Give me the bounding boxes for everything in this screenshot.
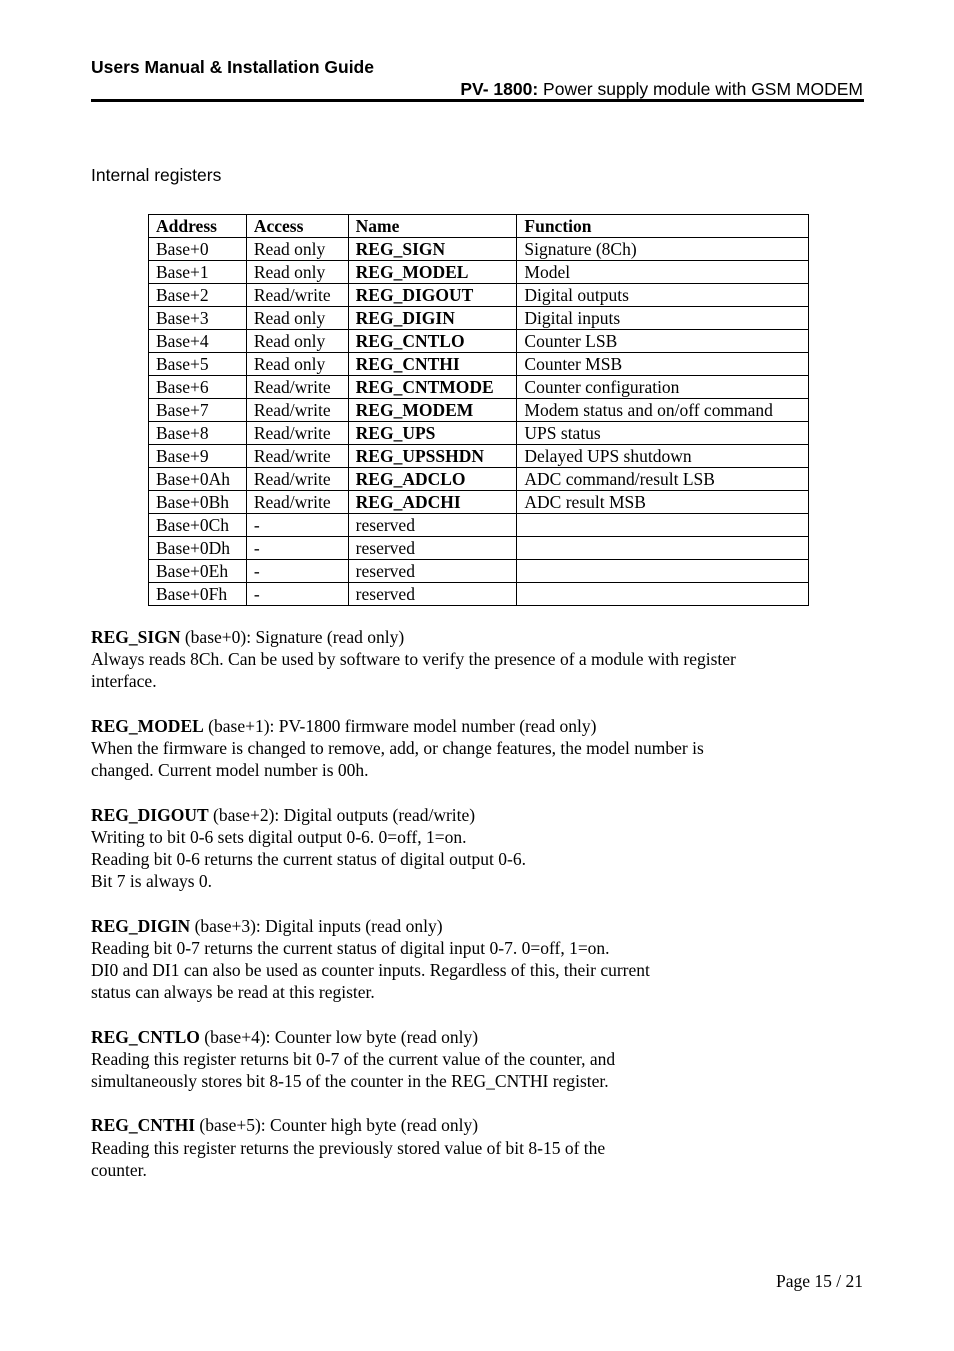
table-row [149,261,809,284]
register-heading [91,1114,871,1136]
table-row [149,445,809,468]
register-description-line: Writing to bit 0-6 sets digital output 0-6. 0=off, 1=on. [91,826,467,847]
cell-name: REG_ADCLO [348,468,517,491]
cell-address: Base+6 [149,376,247,399]
register-name: REG_CNTHI [91,1115,196,1136]
table-row [149,491,809,514]
register-heading-text: (base+1): PV-1800 firmware model number (read only) [203,715,597,736]
cell-function: Model [517,261,809,284]
table-row [149,583,809,606]
table-row [149,307,809,330]
cell-access: Read only [246,307,348,330]
register-description [91,715,871,782]
table-row [149,537,809,560]
table-header-row [149,215,809,238]
register-name: REG_MODEL [91,715,204,736]
cell-name: REG_ADCHI [348,491,517,514]
register-description-line: interface. [91,671,157,692]
cell-name: reserved [348,560,517,583]
cell-access: - [246,514,348,537]
register-description [91,915,871,1004]
registers-table-body [149,238,809,606]
table-row [149,284,809,307]
register-heading [91,1026,871,1048]
register-heading-text: (base+4): Counter low byte (read only) [199,1026,479,1047]
register-description-line: Reading this register returns bit 0-7 of the current value of the counter, and [91,1048,616,1069]
register-descriptions [91,626,871,1203]
cell-address: Base+0Ch [149,514,247,537]
cell-access: - [246,583,348,606]
register-description [91,626,871,693]
cell-name: REG_CNTLO [348,330,517,353]
cell-address: Base+7 [149,399,247,422]
register-description-line: counter. [91,1159,147,1180]
product-description: Power supply module with GSM MODEM [538,79,863,99]
register-name: REG_DIGOUT [91,804,209,825]
cell-address: Base+5 [149,353,247,376]
cell-function: UPS status [517,422,809,445]
register-heading [91,626,871,648]
cell-function [517,537,809,560]
table-row [149,376,809,399]
column-header-access: Access [246,215,348,238]
cell-function: Counter MSB [517,353,809,376]
cell-address: Base+0Bh [149,491,247,514]
cell-access: Read/write [246,399,348,422]
cell-name: REG_UPSSHDN [348,445,517,468]
register-heading-text: (base+2): Digital outputs (read/write) [208,804,476,825]
cell-access: Read/write [246,422,348,445]
column-header-address: Address [149,215,247,238]
column-header-name: Name [348,215,517,238]
register-description [91,804,871,893]
register-name: REG_CNTLO [91,1026,200,1047]
cell-function [517,560,809,583]
cell-name: REG_MODEM [348,399,517,422]
register-heading-text: (base+0): Signature (read only) [180,627,405,647]
cell-function [517,583,809,606]
table-row [149,422,809,445]
register-name: REG_DIGIN [91,915,191,936]
cell-address: Base+3 [149,307,247,330]
table-row [149,560,809,583]
cell-name: REG_SIGN [348,238,517,261]
cell-address: Base+0Eh [149,560,247,583]
registers-table [148,214,809,606]
register-description-line: When the firmware is changed to remove, add, or change features, the model number is [91,738,704,758]
cell-name: reserved [348,537,517,560]
cell-access: - [246,537,348,560]
cell-name: REG_UPS [348,422,517,445]
register-description-line: changed. Current model number is 00h. [91,760,369,781]
cell-access: Read only [246,330,348,353]
register-description-line: Bit 7 is always 0. [91,871,213,892]
register-name: REG_SIGN [91,627,181,647]
register-description-line: Reading bit 0-6 returns the current status of digital output 0-6. [91,849,526,869]
cell-function [517,514,809,537]
page-number: Page 15 / 21 [775,1271,863,1291]
table-row [149,468,809,491]
register-heading [91,715,871,737]
cell-name: REG_MODEL [348,261,517,284]
cell-access: Read/write [246,376,348,399]
cell-access: Read/write [246,445,348,468]
cell-address: Base+0Ah [149,468,247,491]
cell-name: REG_DIGIN [348,307,517,330]
cell-function: Digital inputs [517,307,809,330]
cell-name: reserved [348,583,517,606]
cell-address: Base+2 [149,284,247,307]
cell-access: Read only [246,353,348,376]
manual-title: Users Manual & Installation Guide [91,57,374,77]
cell-access: - [246,560,348,583]
cell-function: Delayed UPS shutdown [517,445,809,468]
register-description-line: status can always be read at this register. [91,982,375,1003]
cell-access: Read only [246,238,348,261]
register-description-line: simultaneously stores bit 8-15 of the counter in the REG_CNTHI register. [91,1071,609,1091]
register-heading [91,804,871,826]
header-divider [91,99,864,102]
table-row [149,399,809,422]
cell-access: Read only [246,261,348,284]
cell-function: Counter configuration [517,376,809,399]
cell-function: Counter LSB [517,330,809,353]
cell-name: REG_CNTHI [348,353,517,376]
cell-access: Read/write [246,468,348,491]
cell-access: Read/write [246,491,348,514]
cell-address: Base+1 [149,261,247,284]
table-row [149,330,809,353]
cell-address: Base+4 [149,330,247,353]
cell-name: REG_DIGOUT [348,284,517,307]
table-row [149,353,809,376]
product-code: PV- 1800: [460,79,539,99]
register-description [91,1114,871,1181]
cell-function: ADC command/result LSB [517,468,809,491]
register-description-line: Reading bit 0-7 returns the current status of digital input 0-7. 0=off, 1=on. [91,937,610,958]
cell-address: Base+0 [149,238,247,261]
cell-function: Signature (8Ch) [517,238,809,261]
register-heading-text: (base+3): Digital inputs (read only) [190,915,443,936]
table-row [149,514,809,537]
cell-name: REG_CNTMODE [348,376,517,399]
cell-name: reserved [348,514,517,537]
column-header-function: Function [517,215,809,238]
cell-address: Base+9 [149,445,247,468]
register-description-line: Reading this register returns the previously stored value of bit 8-15 of the [91,1137,606,1158]
table-row [149,238,809,261]
product-subtitle [460,79,863,100]
cell-address: Base+0Fh [149,583,247,606]
register-description [91,1026,871,1093]
register-description-line: DI0 and DI1 can also be used as counter inputs. Regardless of this, their current [91,960,650,980]
register-heading [91,915,871,937]
cell-function: ADC result MSB [517,491,809,514]
register-description-line: Always reads 8Ch. Can be used by software to verify the presence of a module with register [91,649,736,670]
cell-address: Base+8 [149,422,247,445]
register-heading-text: (base+5): Counter high byte (read only) [195,1115,479,1136]
section-title: Internal registers [91,165,222,185]
cell-function: Modem status and on/off command [517,399,809,422]
cell-function: Digital outputs [517,284,809,307]
cell-address: Base+0Dh [149,537,247,560]
cell-access: Read/write [246,284,348,307]
